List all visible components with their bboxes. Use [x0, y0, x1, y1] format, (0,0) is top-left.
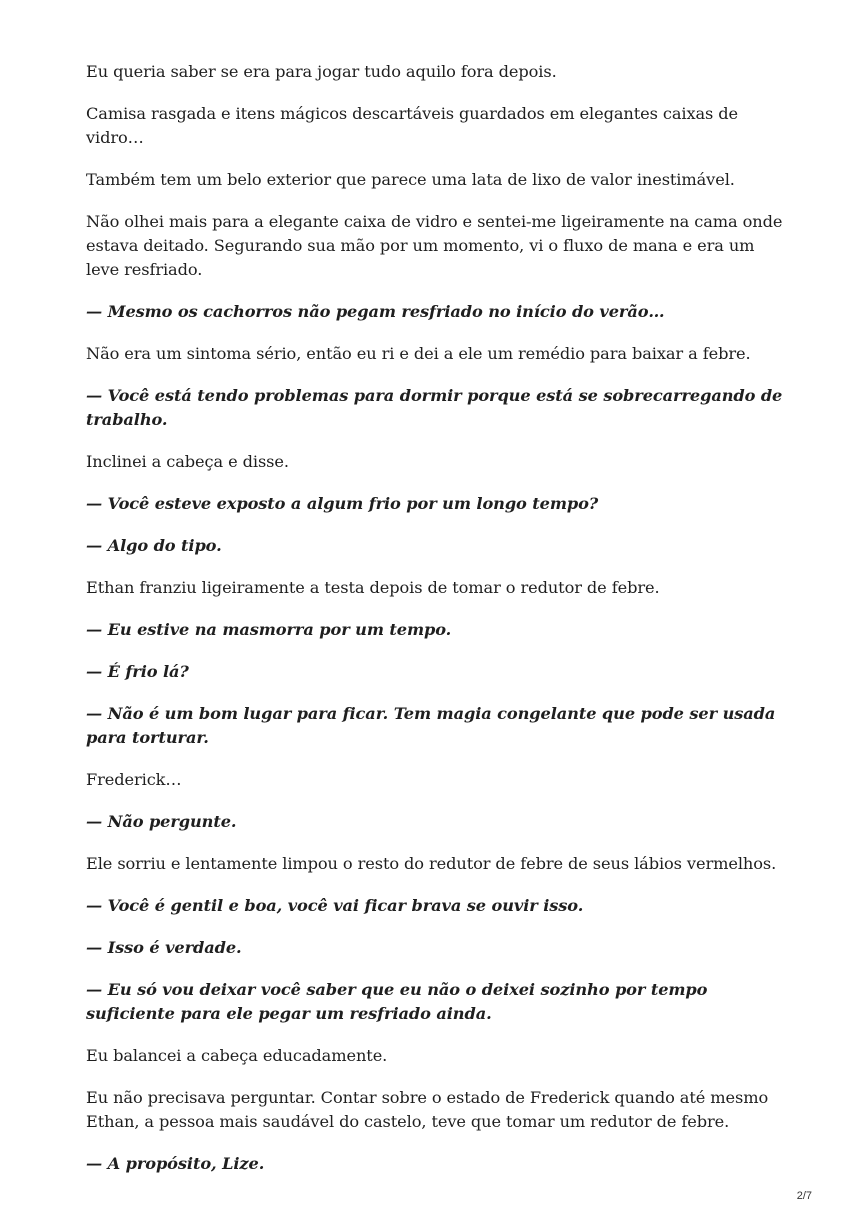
dialog-line: — A propósito, Lize. — [86, 1154, 265, 1173]
narration-paragraph: Eu queria saber se era para jogar tudo aquilo fora depois. — [86, 62, 557, 81]
dialog-line: — Você é gentil e boa, você vai ficar brava se ouvir isso. — [86, 896, 584, 915]
dialog-line: — Você esteve exposto a algum frio por um longo tempo? — [86, 494, 599, 513]
narration-paragraph: Ele sorriu e lentamente limpou o resto do redutor de febre de seus lábios vermelhos. — [86, 854, 777, 873]
dialog-line: — Mesmo os cachorros não pegam resfriado no início do verão… — [86, 302, 665, 321]
narration-paragraph: Inclinei a cabeça e disse. — [86, 452, 289, 471]
page-number: 2/7 — [796, 1190, 812, 1202]
dialog-line: — Não é um bom lugar para ficar. Tem magia congelante que pode ser usada para torturar. — [86, 704, 776, 747]
dialog-line: — Isso é verdade. — [86, 938, 242, 957]
narration-paragraph: Camisa rasgada e itens mágicos descartáveis guardados em elegantes caixas de vidro… — [86, 104, 739, 147]
document-body — [86, 60, 786, 1194]
narration-paragraph: Não olhei mais para a elegante caixa de vidro e sentei-me ligeiramente na cama onde estava deitado. Segurando sua mão por um momento, vi o fluxo de mana e era um leve resfriado. — [86, 212, 783, 279]
dialog-line: — Eu estive na masmorra por um tempo. — [86, 620, 452, 639]
narration-paragraph: Não era um sintoma sério, então eu ri e dei a ele um remédio para baixar a febre. — [86, 344, 751, 363]
narration-paragraph: Também tem um belo exterior que parece uma lata de lixo de valor inestimável. — [86, 170, 735, 189]
narration-paragraph: Ethan franziu ligeiramente a testa depois de tomar o redutor de febre. — [86, 578, 660, 597]
narration-paragraph: Frederick… — [86, 770, 182, 789]
narration-paragraph: Eu balancei a cabeça educadamente. — [86, 1046, 388, 1065]
dialog-line: — Você está tendo problemas para dormir porque está se sobrecarregando de trabalho. — [86, 386, 783, 429]
dialog-line: — Algo do tipo. — [86, 536, 222, 555]
narration-paragraph: Eu não precisava perguntar. Contar sobre o estado de Frederick quando até mesmo Ethan, a pessoa mais saudável do castelo, teve que tomar um redutor de febre. — [86, 1088, 769, 1131]
dialog-line: — É frio lá? — [86, 662, 189, 681]
dialog-line: — Não pergunte. — [86, 812, 237, 831]
dialog-line: — Eu só vou deixar você saber que eu não o deixei sozinho por tempo suficiente para ele pegar um resfriado ainda. — [86, 980, 708, 1023]
